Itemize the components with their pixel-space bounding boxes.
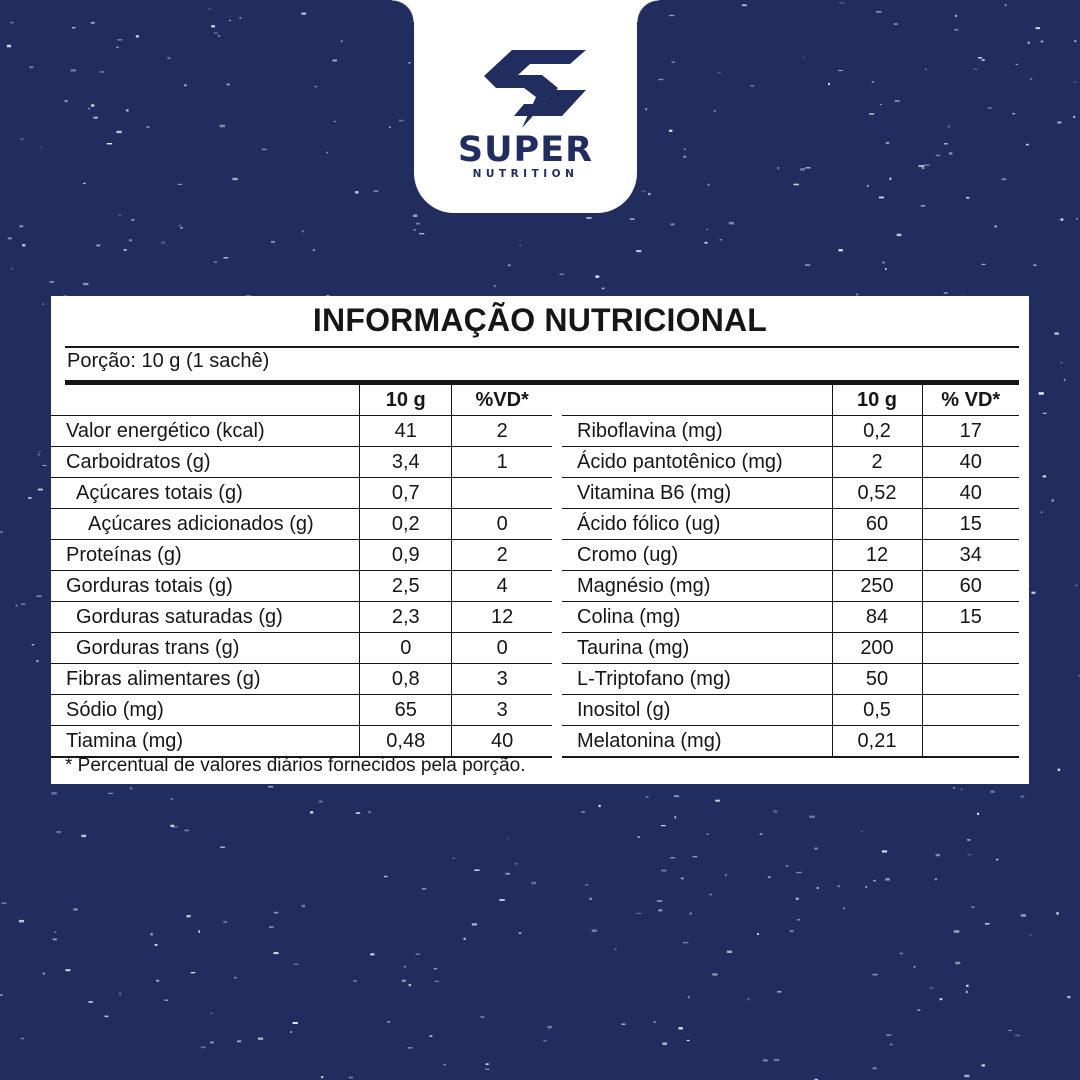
- nutrient-amount: 84: [832, 602, 922, 633]
- table-row: [562, 633, 1019, 664]
- table-row: [51, 416, 552, 447]
- nutrient-amount: 0,2: [360, 509, 452, 540]
- nutrient-name: L-Triptofano (mg): [562, 664, 832, 695]
- table-row: [51, 664, 552, 695]
- nutrient-name: Colina (mg): [562, 602, 832, 633]
- nutrient-name: Cromo (ug): [562, 540, 832, 571]
- nutrient-daily-value: 0: [452, 633, 552, 664]
- table-row: [51, 509, 552, 540]
- table-row: [51, 540, 552, 571]
- nutrient-amount: 60: [832, 509, 922, 540]
- nutrient-daily-value: 40: [922, 447, 1019, 478]
- nutrient-name: Melatonina (mg): [562, 726, 832, 758]
- brand-tagline: NUTRITION: [472, 168, 579, 180]
- table-row: [51, 478, 552, 509]
- nutrient-daily-value: 40: [452, 726, 552, 758]
- table-row: [562, 571, 1019, 602]
- nutrient-daily-value: 2: [452, 416, 552, 447]
- nutrient-name: Magnésio (mg): [562, 571, 832, 602]
- table-row: [51, 447, 552, 478]
- nutrient-amount: 250: [832, 571, 922, 602]
- nutrient-name: Vitamina B6 (mg): [562, 478, 832, 509]
- nutrient-name: Gorduras totais (g): [51, 571, 360, 602]
- table-row: [51, 695, 552, 726]
- nutrient-name: Inositol (g): [562, 695, 832, 726]
- nutrient-amount: 0,5: [832, 695, 922, 726]
- nutrient-daily-value: [922, 695, 1019, 726]
- table-row: [51, 633, 552, 664]
- nutrient-amount: 2,5: [360, 571, 452, 602]
- nutrient-daily-value: 3: [452, 664, 552, 695]
- nutrient-amount: 0,7: [360, 478, 452, 509]
- nutrient-daily-value: 60: [922, 571, 1019, 602]
- table-row: [562, 664, 1019, 695]
- nutrient-amount: 0,8: [360, 664, 452, 695]
- nutrition-facts-panel: [51, 296, 1029, 784]
- nutrient-amount: 50: [832, 664, 922, 695]
- brand-logo-tab: [414, 0, 637, 213]
- lightning-s-logo-icon: [484, 50, 586, 128]
- column-header-dv: %VD*: [452, 385, 552, 416]
- nutrient-name: Gorduras trans (g): [51, 633, 360, 664]
- nutrient-name: Ácido fólico (ug): [562, 509, 832, 540]
- title-divider: [65, 346, 1019, 348]
- nutrient-name: Proteínas (g): [51, 540, 360, 571]
- nutrient-name: Taurina (mg): [562, 633, 832, 664]
- nutrient-amount: 2: [832, 447, 922, 478]
- nutrient-name: Açúcares adicionados (g): [51, 509, 360, 540]
- nutrient-amount: 0,9: [360, 540, 452, 571]
- nutrient-name: Sódio (mg): [51, 695, 360, 726]
- nutrient-name: Tiamina (mg): [51, 726, 360, 758]
- nutrient-daily-value: [922, 664, 1019, 695]
- table-row: [562, 478, 1019, 509]
- table-header-row: [562, 385, 1019, 416]
- nutrient-name: Fibras alimentares (g): [51, 664, 360, 695]
- nutrient-daily-value: 12: [452, 602, 552, 633]
- column-header-nutrient: [51, 385, 360, 416]
- nutrient-name: Ácido pantotênico (mg): [562, 447, 832, 478]
- nutrient-daily-value: 40: [922, 478, 1019, 509]
- table-row: [562, 602, 1019, 633]
- nutrient-daily-value: 34: [922, 540, 1019, 571]
- table-row: [562, 695, 1019, 726]
- panel-title: INFORMAÇÃO NUTRICIONAL: [312, 302, 768, 338]
- column-header-amount: 10 g: [832, 385, 922, 416]
- nutrient-amount: 2,3: [360, 602, 452, 633]
- footnote: * Percentual de valores diários fornecidos pela porção.: [65, 755, 526, 776]
- nutrient-daily-value: 15: [922, 509, 1019, 540]
- table-row: [562, 416, 1019, 447]
- nutrient-amount: 0,52: [832, 478, 922, 509]
- nutrient-name: Gorduras saturadas (g): [51, 602, 360, 633]
- nutrient-daily-value: [922, 633, 1019, 664]
- nutrient-daily-value: 17: [922, 416, 1019, 447]
- nutrient-daily-value: [922, 726, 1019, 758]
- portion-size: Porção: 10 g (1 sachê): [67, 350, 270, 372]
- table-row: [562, 447, 1019, 478]
- nutrient-name: Carboidratos (g): [51, 447, 360, 478]
- table-row: [562, 540, 1019, 571]
- nutrient-name: Riboflavina (mg): [562, 416, 832, 447]
- nutrient-daily-value: [452, 478, 552, 509]
- table-row: [562, 509, 1019, 540]
- nutrient-amount: 200: [832, 633, 922, 664]
- nutrition-table-right: [562, 385, 1019, 758]
- nutrient-name: Valor energético (kcal): [51, 416, 360, 447]
- column-header-nutrient: [562, 385, 832, 416]
- nutrient-daily-value: 2: [452, 540, 552, 571]
- nutrition-table-left: [51, 385, 552, 758]
- nutrient-daily-value: 1: [452, 447, 552, 478]
- nutrient-daily-value: 15: [922, 602, 1019, 633]
- column-header-dv: % VD*: [922, 385, 1019, 416]
- brand-name: SUPER: [457, 130, 594, 170]
- column-header-amount: 10 g: [360, 385, 452, 416]
- table-row: [51, 602, 552, 633]
- nutrient-amount: 0,48: [360, 726, 452, 758]
- nutrient-daily-value: 3: [452, 695, 552, 726]
- table-row: [562, 726, 1019, 758]
- nutrient-amount: 0,2: [832, 416, 922, 447]
- table-row: [51, 726, 552, 758]
- nutrient-amount: 41: [360, 416, 452, 447]
- nutrient-daily-value: 4: [452, 571, 552, 602]
- table-row: [51, 571, 552, 602]
- nutrient-amount: 65: [360, 695, 452, 726]
- nutrient-amount: 0,21: [832, 726, 922, 758]
- nutrient-amount: 3,4: [360, 447, 452, 478]
- nutrient-amount: 0: [360, 633, 452, 664]
- nutrient-name: Açúcares totais (g): [51, 478, 360, 509]
- nutrient-daily-value: 0: [452, 509, 552, 540]
- nutrient-amount: 12: [832, 540, 922, 571]
- table-header-row: [51, 385, 552, 416]
